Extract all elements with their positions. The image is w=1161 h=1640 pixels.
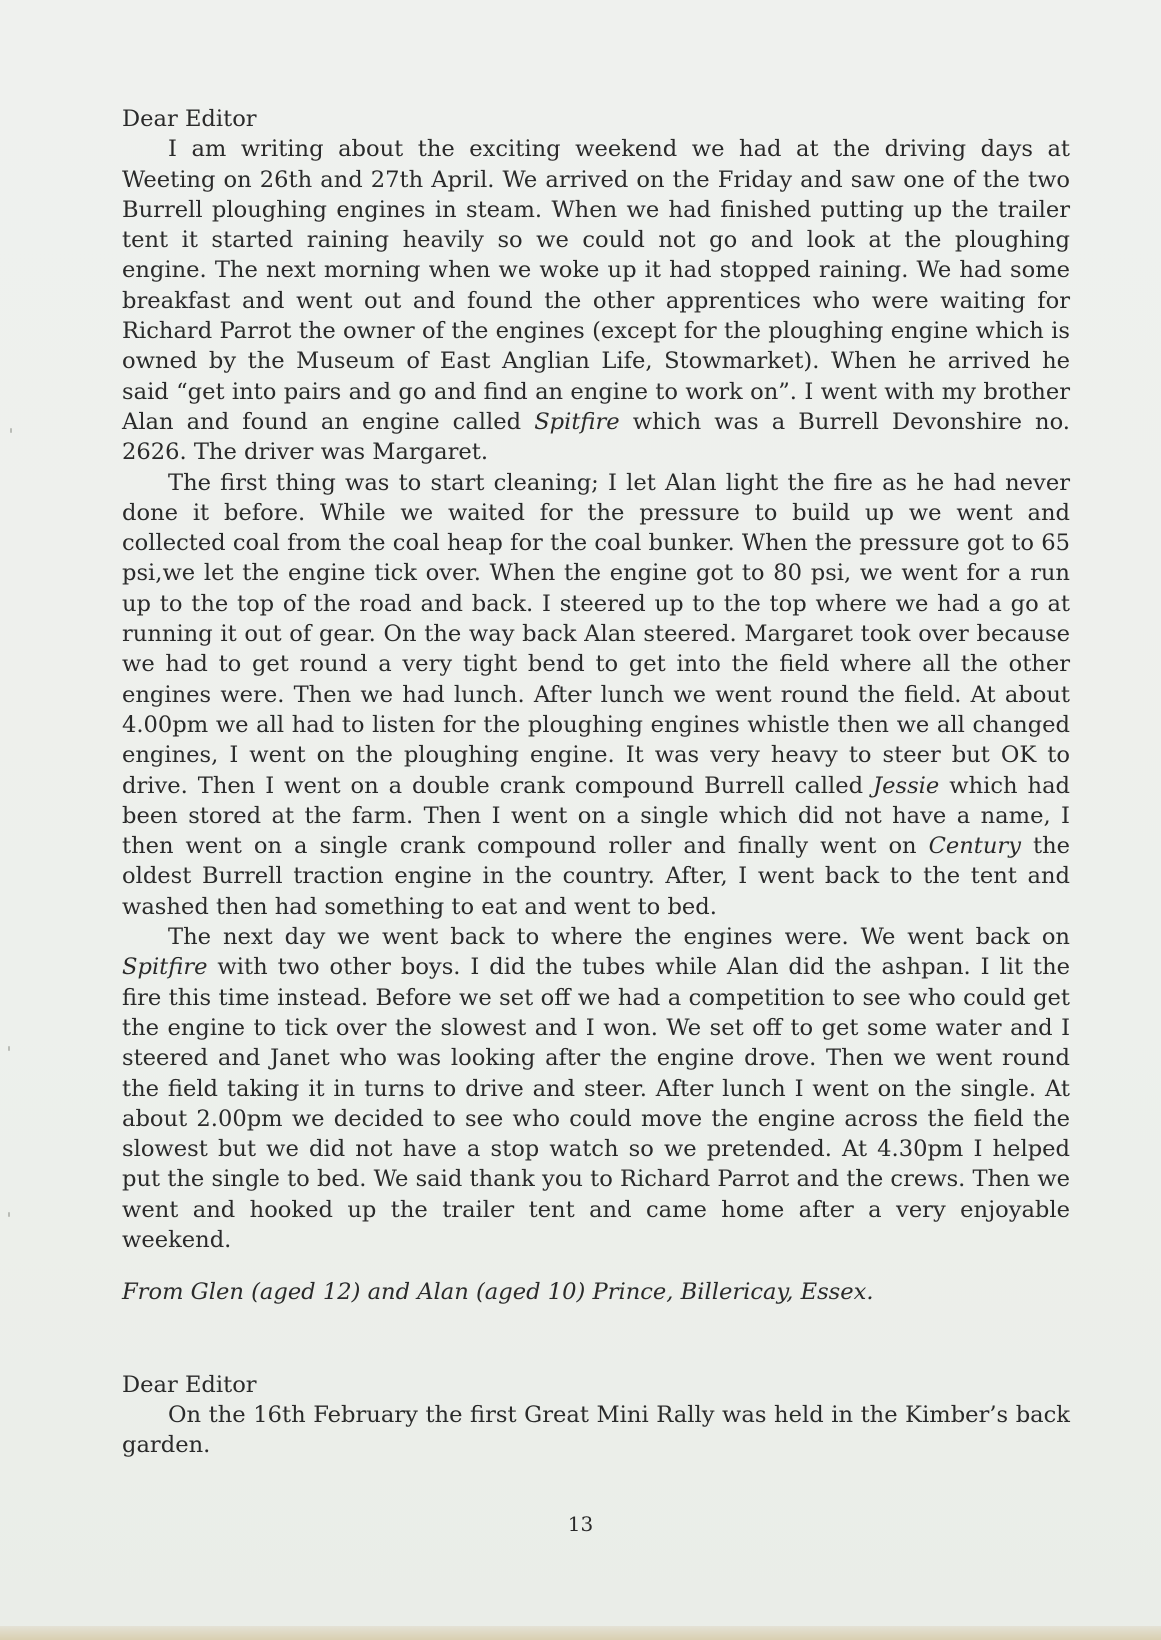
text-run: the oldest Burrell traction engine in the country. After, I went back to the tent and washed then had something to eat and went to bed. <box>122 833 1070 920</box>
text-run: which had been stored at the farm. Then I went on a single which did not have a name, I then went on a single crank compound roller and finally went on <box>122 772 1071 860</box>
scan-speck <box>8 1212 10 1217</box>
text-run: with two other boys. I did the tubes while Alan did the ashpan. I lit the fire this time instead. Before we set off we had a competition to see who could get the engine to tick over the slowest and I won. We set off to get some water and I steered and Janet who was looking after the engine drove. Then we went round the field taking it in turns to drive and steer. After lunch I went on the single. At about 2.00pm we decided to see who could move the engine across the field the slowest but we did not have a stop watch so we pretended. At 4.30pm I helped put the single to bed. We said thank you to Richard Parrot and the crews. Then we went and hooked up the trailer tent and came home after a very enjoyable weekend. <box>122 954 1070 1253</box>
letter-weeting <box>122 104 1070 1308</box>
text-run: I am writing about the exciting weekend we had at the driving days at Weeting on 26th and 27th April. We arrived on the Friday and saw one of the two Burrell ploughing engines in steam. When we had finished putting up the trailer tent it started raining heavily so we could not go and look at the ploughing engine. The next morning when we woke up it had stopped raining. We had some breakfast and went out and found the other apprentices who were waiting for Richard Parrot the owner of the engines (except for the ploughing engine which is owned by the Museum of East Anglian Life, Stowmarket). When he arrived he said “get into pairs and go and find an engine to work on”. I went with my brother Alan and found an engine called <box>122 136 1070 435</box>
text-run: The first thing was to start cleaning; I let Alan light the fire as he had never done it before. While we waited for the pressure to build up we went and collected coal from the coal heap for the coal bunker. When the pressure got to 65 psi,we let the engine tick over. When the engine got to 80 psi, we went for a run up to the top of the road and back. I steered up to the top where we had a go at running it out of gear. On the way back Alan steered. Margaret took over because we had to get round a very tight bend to get into the field where all the other engines were. Then we had lunch. After lunch we went round the field. At about 4.00pm we all had to listen for the ploughing engines whistle then we all changed engines, I went on the ploughing engine. It was very heavy to steer but OK to drive. Then I went on a double crank compound Burrell called <box>122 469 1070 799</box>
page-edge <box>0 1626 1161 1640</box>
text-run: which was a Burrell Devonshire no. 2626. The driver was Margaret. <box>122 408 1070 466</box>
letters-column <box>122 104 1070 1460</box>
engine-name: Jessie <box>873 772 940 799</box>
engine-name: Spitfire <box>534 408 620 435</box>
text-run: The next day we went back to where the engines were. We went back on <box>168 924 1070 951</box>
scan-speck <box>10 428 12 433</box>
engine-name: Spitfire <box>122 954 208 981</box>
letter-paragraph <box>122 468 1070 922</box>
page-number: 13 <box>567 1512 594 1536</box>
letter-paragraph <box>122 1400 1070 1461</box>
salutation: Dear Editor <box>122 106 257 132</box>
letter-paragraph <box>122 922 1070 1255</box>
letter-mini-rally <box>122 1370 1070 1461</box>
engine-name: Century <box>928 833 1021 860</box>
salutation: Dear Editor <box>122 1371 257 1398</box>
scan-speck <box>8 1046 10 1051</box>
text-run: On the 16th February the first Great Mini Rally was held in the Kimber’s back garden. <box>122 1401 1070 1459</box>
letter-signature: From Glen (aged 12) and Alan (aged 10) Prince, Billericay, Essex. <box>122 1279 874 1306</box>
letter-paragraph <box>122 134 1070 467</box>
